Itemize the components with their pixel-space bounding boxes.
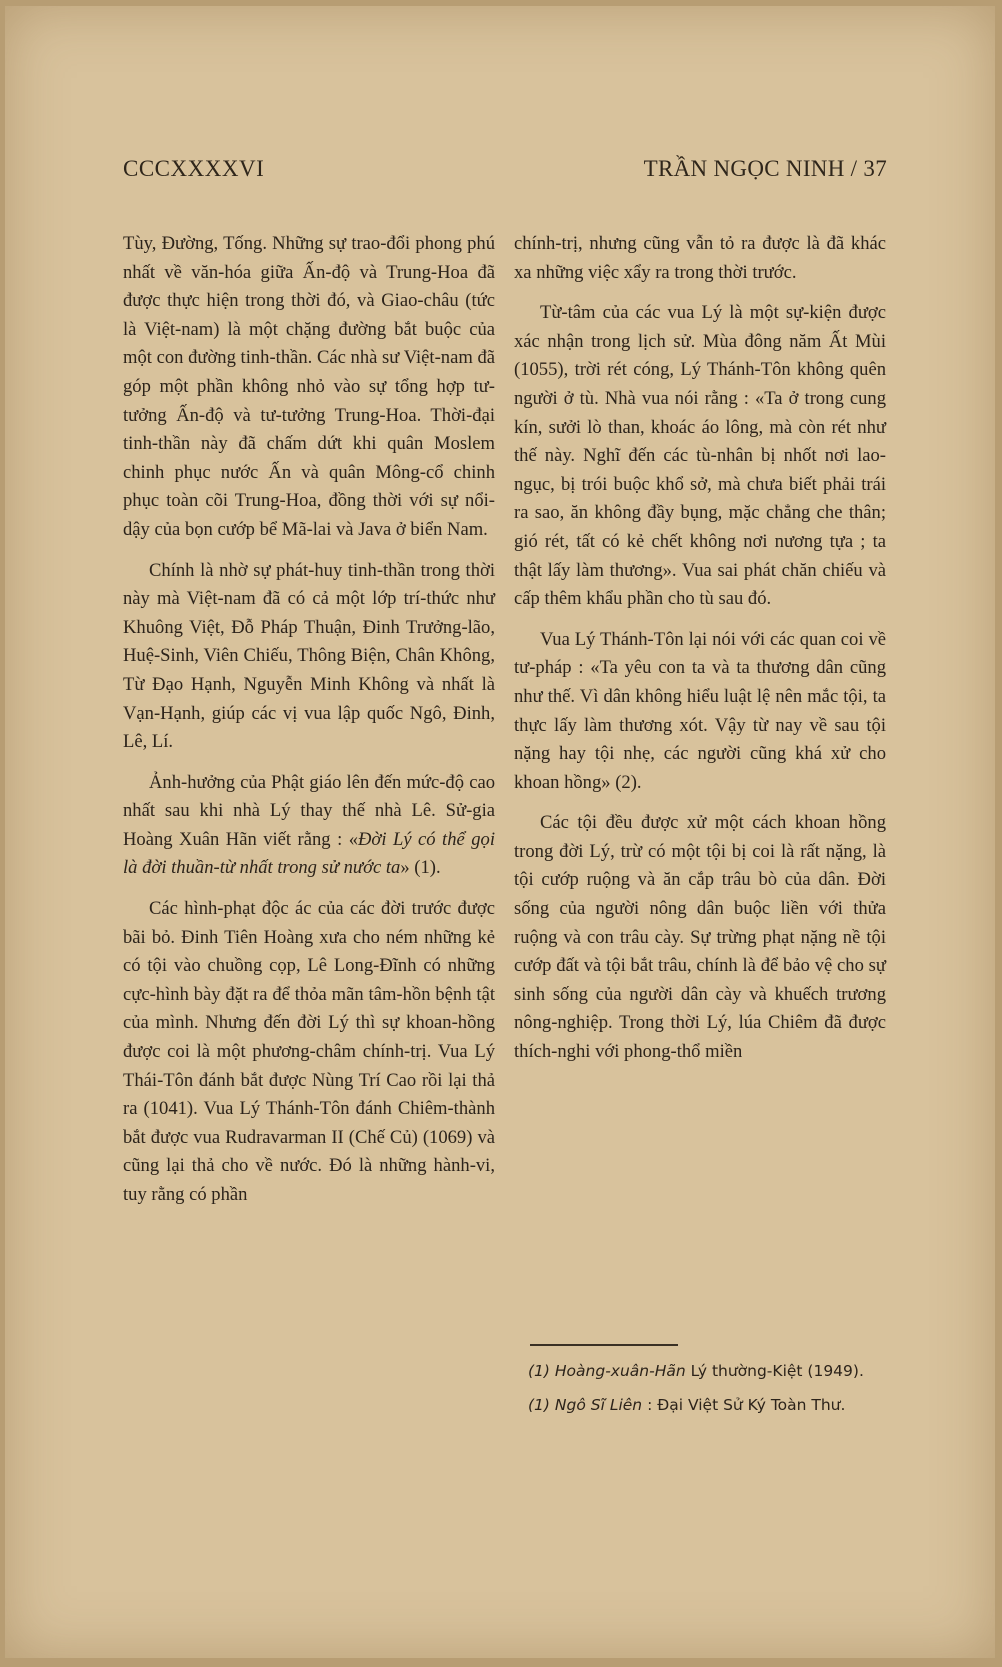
footnote: [514, 1358, 886, 1384]
footnote-title: Lý thường-Kiệt (1949).: [690, 1362, 864, 1380]
left-column: [123, 230, 495, 1222]
paragraph: Chính là nhờ sự phát-huy tinh-thần trong thời này mà Việt-nam đã có cả một lớp trí-thức như Khuông Việt, Đỗ Pháp Thuận, Đinh Trưởng-lão, Huệ-Sinh, Viên Chiếu, Thông Biện, Chân Không, Từ Đạo Hạnh, Nguyễn Minh Không và nhất là Vạn-Hạnh, giúp các vị vua lập quốc Ngô, Đinh, Lê, Lí.: [123, 559, 495, 753]
footnote-number: (1): [528, 1362, 550, 1380]
footnote: [514, 1392, 886, 1418]
paragraph: Các hình-phạt độc ác của các đời trước được bãi bỏ. Đinh Tiên Hoàng xưa cho ném những kẻ có tội vào chuồng cọp, Lê Long-Đĩnh có những cực-hình bày đặt ra để thỏa mãn tâm-hồn bệnh tật của mình. Nhưng đến đời Lý thì sự khoan-hồng được coi là một phương-châm chính-trị. Vua Lý Thái-Tôn đánh bắt được Nùng Trí Cao rồi lại thả ra (1041). Vua Lý Thánh-Tôn đánh Chiêm-thành bắt được vua Rudravarman II (Chế Củ) (1069) và cũng lại thả cho về nước. Đó là những hành-vi, tuy rằng có phần: [123, 898, 495, 1205]
book-page: [5, 6, 995, 1658]
paragraph: Các tội đều được xử một cách khoan hồng trong đời Lý, trừ có một tội bị coi là rất nặng, là tội cướp ruộng và ăn cắp trâu bò của dân. Đời sống của người nông dân buộc liền với thửa ruộng và con trâu cày. Sự trừng phạt nặng nề tội cướp đất và tội bắt trâu, chính là để bảo vệ cho sự sinh sống của người dân cày và khuếch trương nông-nghiệp. Trong thời Lý, lúa Chiêm đã được thích-nghi với phong-thổ miền: [514, 812, 886, 1063]
footnote-author: Hoàng-xuân-Hãn: [554, 1362, 686, 1380]
footnote-author: Ngô Sĩ Liên: [554, 1396, 643, 1414]
footnote-title: Đại Việt Sử Ký Toàn Thư.: [657, 1396, 846, 1414]
paragraph: Từ-tâm của các vua Lý là một sự-kiện được xác nhận trong lịch sử. Mùa đông năm Ất Mùi (1055), trời rét cóng, Lý Thánh-Tôn không quên người ở tù. Nhà vua nói rằng : «Ta ở trong cung kín, sưởi lò than, khoác áo lông, mà còn rét như thế này. Nghĩ đến các tù-nhân bị nhốt nơi lao-ngục, bị trói buộc khổ sở, mà chưa biết phải trái ra sao, ăn không đầy bụng, mặc chẳng che thân; gió rét, tất có kẻ chết không nơi nương tựa ; ta thật lấy làm thương». Vua sai phát chăn chiếu và cấp thêm khẩu phần cho tù sau đó.: [514, 302, 886, 610]
paragraph-text: Ảnh-hưởng của Phật giáo lên đến mức-độ cao nhất sau khi nhà Lý thay thế nhà Lê. Sử-gia Hoàng Xuân Hãn viết rằng : «: [123, 771, 495, 850]
footnote-rule: [530, 1344, 678, 1346]
right-column: [514, 230, 886, 1079]
running-head: [123, 156, 887, 186]
italic-quote: Đời Lý có thể gọi là đời thuần-từ nhất trong sử nước ta: [123, 828, 495, 879]
paragraph: chính-trị, nhưng cũng vẫn tỏ ra được là đã khác xa những việc xẩy ra trong thời trước.: [514, 233, 886, 283]
author-page-number: TRẦN NGỌC NINH / 37: [643, 156, 887, 181]
paragraph: Vua Lý Thánh-Tôn lại nói với các quan coi về tư-pháp : «Ta yêu con ta và ta thương dân cũng như thế. Vì dân không hiểu luật lệ nên mắc tội, ta thực lấy làm thương xót. Vậy từ nay về sau tội nặng hay tội nhẹ, các người cũng khá xử cho khoan hồng» (2).: [514, 628, 886, 793]
paragraph: Tùy, Đường, Tống. Những sự trao-đổi phong phú nhất về văn-hóa giữa Ấn-độ và Trung-Hoa đã được thực hiện trong thời đó, và Giao-châu (tức là Việt-nam) là một chặng đường bắt buộc của một con đường tinh-thần. Các nhà sư Việt-nam đã góp một phần không nhỏ vào sự tổng hợp tư-tưởng Ấn-độ và tư-tưởng Trung-Hoa. Thời-đại tinh-thần này đã chấm dứt khi quân Moslem chinh phục nước Ấn và quân Mông-cổ chinh phục toàn cõi Trung-Hoa, đồng thời với sự nổi-dậy của bọn cướp bể Mã-lai và Java ở biển Nam.: [123, 233, 495, 540]
footnote-separator: :: [647, 1396, 653, 1414]
page-roman-numeral: CCCXXXXVI: [123, 156, 265, 181]
footnotes: [514, 1358, 886, 1426]
footnote-number: (1): [528, 1396, 550, 1414]
paragraph-text: » (1).: [400, 857, 441, 879]
paragraph: [123, 769, 495, 883]
